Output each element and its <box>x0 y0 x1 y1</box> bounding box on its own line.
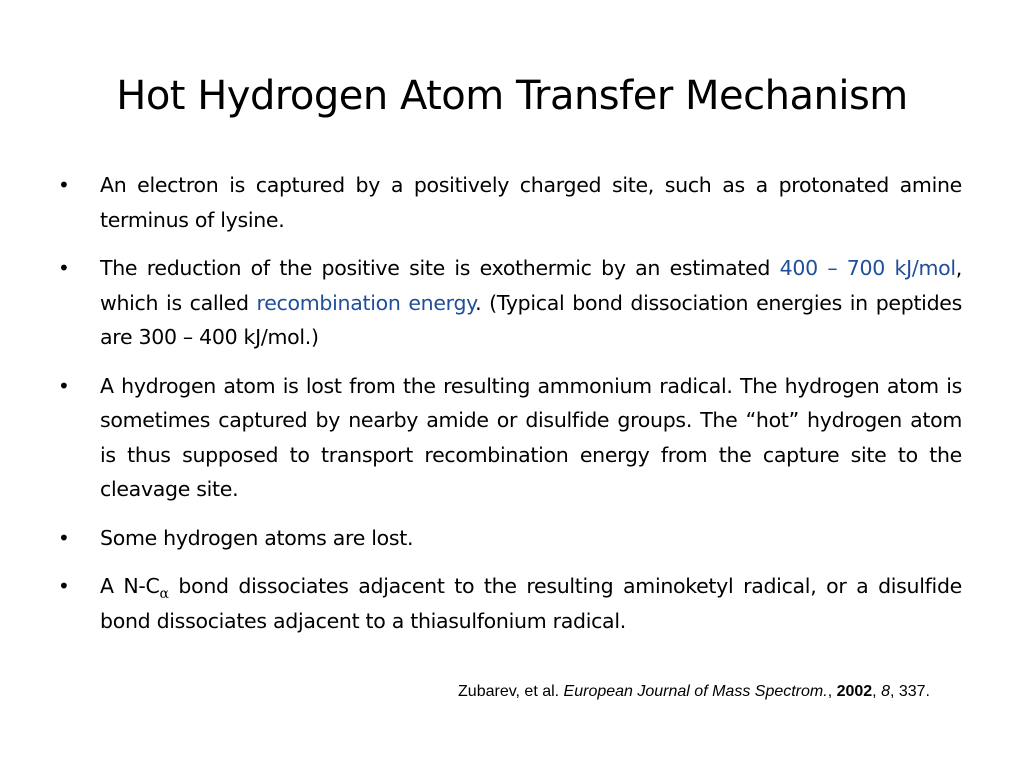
bullet-list <box>58 168 962 652</box>
recombination-energy-highlight: recombination energy <box>256 290 476 315</box>
bullet-icon: • <box>58 373 70 398</box>
bullet-text: , which is called <box>100 256 962 315</box>
bullet-item-hydrogen-lost <box>58 521 962 556</box>
bullet-icon: • <box>58 574 70 598</box>
slide-title: Hot Hydrogen Atom Transfer Mechanism <box>116 73 908 119</box>
bullet-icon: • <box>58 256 70 280</box>
citation-year: 2002 <box>836 683 873 700</box>
citation-journal: European Journal of Mass Spectrom. <box>563 683 828 700</box>
bullet-item-recombination-energy <box>58 251 962 355</box>
citation-volume: 8 <box>881 683 890 700</box>
citation-pages: , 337. <box>889 683 930 700</box>
citation-authors: Zubarev, et al. <box>458 683 564 700</box>
bullet-text: The reduction of the positive site is exothermic by an estimated <box>100 256 780 280</box>
citation <box>0 681 930 703</box>
citation-separator: , <box>872 683 882 700</box>
bullet-item-electron-capture <box>58 168 962 237</box>
alpha-subscript: α <box>159 586 169 602</box>
bullet-text: A hydrogen atom is lost from the resulting ammonium radical. The hydrogen atom is sometimes captured by nearby amide or disulfide groups. The “hot” hydrogen atom is thus supposed to transport recombination energy from the capture site to the cleavage site. <box>100 373 962 501</box>
bullet-text: Some hydrogen atoms are lost. <box>100 525 414 550</box>
bullet-icon: • <box>58 525 70 550</box>
energy-range-highlight: 400 – 700 kJ/mol <box>779 256 956 280</box>
bullet-text: An electron is captured by a positively charged site, such as a protonated amine terminus of lysine. <box>100 173 962 232</box>
bullet-item-bond-dissociation <box>58 569 962 638</box>
bullet-text: A N-C <box>100 574 160 598</box>
citation-separator: , <box>827 683 837 700</box>
bullet-item-hot-hydrogen <box>58 369 962 507</box>
bullet-text: bond dissociates adjacent to the resulting aminoketyl radical, or a disulfide bond dissociates adjacent to a thiasulfonium radical. <box>100 574 962 633</box>
bullet-icon: • <box>58 173 70 197</box>
bullet-text: . (Typical bond dissociation energies in peptides are 300 – 400 kJ/mol.) <box>100 290 962 349</box>
